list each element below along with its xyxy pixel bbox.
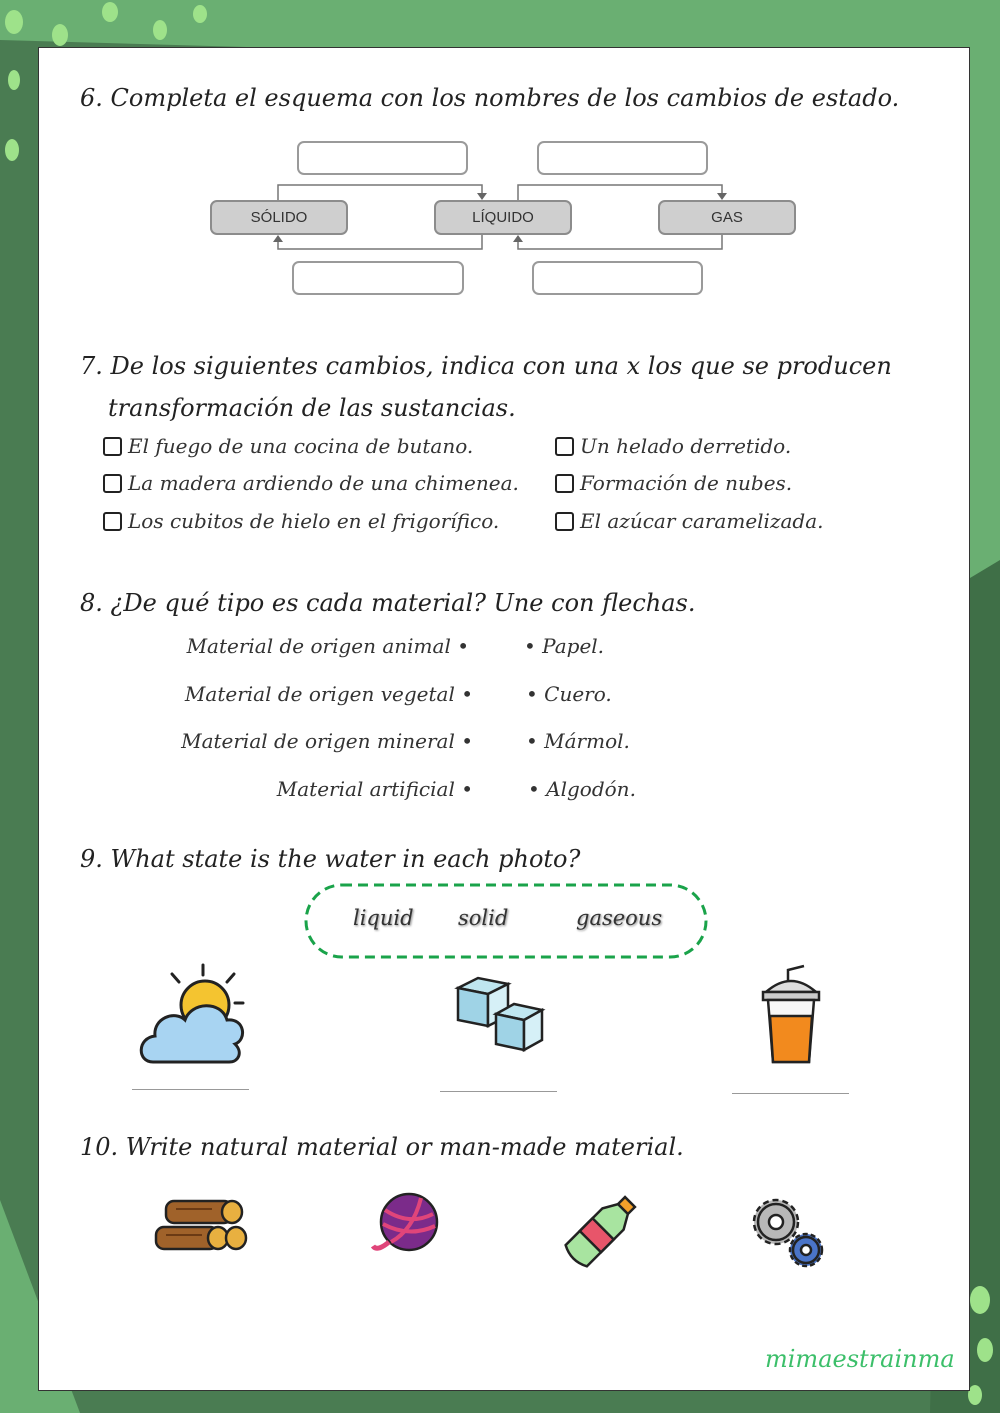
word-gaseous: gaseous xyxy=(576,906,663,930)
option-label: La madera ardiendo de una chimenea. xyxy=(128,471,519,495)
state-gas: GAS xyxy=(658,200,796,235)
plastic-bottle-icon xyxy=(560,1190,642,1272)
example-cotton[interactable]: • Algodón. xyxy=(528,777,636,801)
question-7-title-line2: transformación de las sustancias. xyxy=(108,394,516,422)
question-7-title-line1: 7. De los siguientes cambios, indica con una x los que se producen xyxy=(80,352,892,380)
question-10-title xyxy=(80,1133,684,1161)
yarn-ball-icon xyxy=(367,1190,447,1262)
option-burning-wood[interactable] xyxy=(103,471,519,495)
answer-line-3[interactable] xyxy=(732,1093,849,1094)
example-leather[interactable]: • Cuero. xyxy=(526,682,612,706)
wood-logs-icon xyxy=(150,1195,250,1257)
q10-dot: . xyxy=(676,1133,684,1161)
ice-cubes-icon xyxy=(448,970,548,1060)
brand-watermark: mimaestrainma xyxy=(765,1345,955,1373)
option-butane-fire[interactable] xyxy=(103,434,473,458)
example-paper[interactable]: • Papel. xyxy=(524,634,605,658)
q10-prefix: 10. Write xyxy=(80,1133,201,1161)
sun-cloud-icon xyxy=(135,960,250,1070)
checkbox[interactable] xyxy=(103,474,122,493)
option-label: Formación de nubes. xyxy=(580,471,793,495)
checkbox[interactable] xyxy=(103,512,122,531)
checkbox[interactable] xyxy=(555,512,574,531)
q10-or: or xyxy=(398,1133,440,1161)
option-label: Un helado derretido. xyxy=(580,434,792,458)
checkbox[interactable] xyxy=(555,437,574,456)
question-6-title: 6. Completa el esquema con los nombres de los cambios de estado. xyxy=(80,84,900,112)
option-label: El fuego de una cocina de butano. xyxy=(128,434,474,458)
checkbox[interactable] xyxy=(103,437,122,456)
word-solid: solid xyxy=(458,906,509,930)
question-9-title: 9. What state is the water in each photo? xyxy=(80,845,581,873)
material-vegetal[interactable]: Material de origen vegetal • xyxy=(184,682,473,706)
question-8-title: 8. ¿De qué tipo es cada material? Une con flechas. xyxy=(80,589,696,617)
option-label: El azúcar caramelizada. xyxy=(580,509,824,533)
material-animal[interactable]: Material de origen animal • xyxy=(186,634,469,658)
answer-line-2[interactable] xyxy=(440,1091,557,1092)
option-melted-icecream[interactable] xyxy=(555,434,791,458)
example-marble[interactable]: • Mármol. xyxy=(526,729,630,753)
q10-manmade: man-made material xyxy=(439,1133,677,1161)
q10-natural: natural material xyxy=(200,1133,399,1161)
option-caramelized-sugar[interactable] xyxy=(555,509,824,533)
answer-line-1[interactable] xyxy=(132,1089,249,1090)
iced-drink-icon xyxy=(760,962,822,1067)
material-mineral[interactable]: Material de origen mineral • xyxy=(181,729,473,753)
word-liquid: liquid xyxy=(353,906,414,930)
state-liquid: LÍQUIDO xyxy=(434,200,572,235)
state-solid: SÓLIDO xyxy=(210,200,348,235)
option-cloud-formation[interactable] xyxy=(555,471,792,495)
option-label: Los cubitos de hielo en el frigorífico. xyxy=(128,509,500,533)
state-change-arrows xyxy=(0,0,1000,320)
material-artificial[interactable]: Material artificial • xyxy=(276,777,473,801)
gears-icon xyxy=(742,1190,832,1272)
option-ice-cubes[interactable] xyxy=(103,509,499,533)
checkbox[interactable] xyxy=(555,474,574,493)
